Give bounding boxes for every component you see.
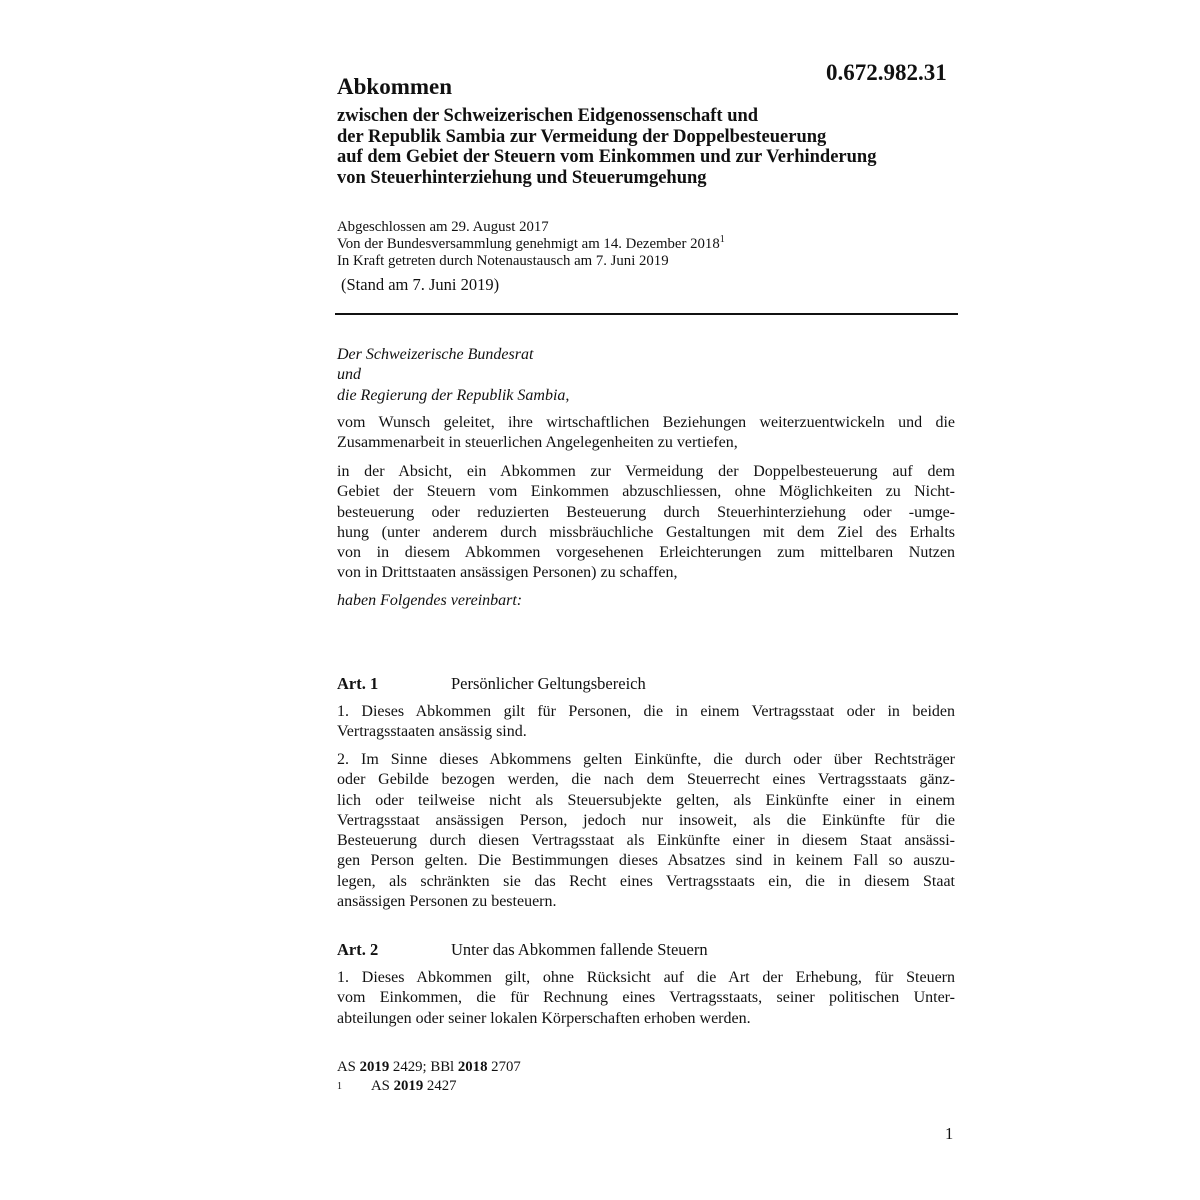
recital-line: von in Drittstaaten ansässigen Personen) zu schaffen, xyxy=(337,564,678,582)
paragraph-line: legen, als schränkten sie das Recht eines Vertragsstaats ein, die in diesem Staat xyxy=(337,872,955,890)
recital-line: Gebiet der Steuern vom Einkommen abzuschliessen, ohne Möglichkeiten zu Nicht- xyxy=(337,483,955,501)
recital-line: besteuerung oder reduzierten Besteuerung durch Steuerhinterziehung oder -umge- xyxy=(337,503,955,521)
article-paragraph xyxy=(337,750,955,912)
article-heading xyxy=(337,940,708,960)
sr-number: 0.672.982.31 xyxy=(826,60,947,85)
paragraph-line: 1. Dieses Abkommen gilt für Personen, die in einem Vertragsstaat oder in beiden xyxy=(337,703,955,720)
subtitle-line: auf dem Gebiet der Steuern vom Einkommen und zur Verhinderung xyxy=(337,147,877,167)
preamble-recital-1 xyxy=(337,413,955,454)
paragraph-line: Vertragsstaat ansässigen Person, jedoch nur insoweit, als die Einkünfte für die xyxy=(337,811,955,829)
paragraph-line: ansässigen Personen zu besteuern. xyxy=(337,893,557,911)
approval-line xyxy=(337,236,725,253)
paragraph-line: Vertragsstaaten ansässig sind. xyxy=(337,723,527,741)
recital-line: in der Absicht, ein Abkommen zur Vermeidung der Doppelbesteuerung auf dem xyxy=(337,463,955,480)
recital-line: vom Wunsch geleitet, ihre wirtschaftlichen Beziehungen weiterzuentwickeln und die xyxy=(337,414,955,431)
preamble-recital-2 xyxy=(337,462,955,584)
party-line: und xyxy=(337,366,361,384)
header-divider xyxy=(335,313,958,315)
paragraph-line: 2. Im Sinne dieses Abkommens gelten Einkünfte, die durch oder über Rechtsträger xyxy=(337,751,955,768)
article-paragraph xyxy=(337,702,955,743)
article-number: Art. 2 xyxy=(337,940,379,959)
document-title: Abkommen xyxy=(337,74,453,99)
article-title: Unter das Abkommen fallende Steuern xyxy=(451,940,708,959)
preamble-agreed: haben Folgendes vereinbart: xyxy=(337,592,523,609)
document-metadata xyxy=(337,219,725,270)
subtitle-line: zwischen der Schweizerischen Eidgenossenschaft und xyxy=(337,106,759,126)
paragraph-line: vom Einkommen, die für Rechnung eines Vertragsstaats, seiner politischen Unter- xyxy=(337,989,955,1007)
footnotes xyxy=(337,1058,521,1096)
footnote-1: 1 AS 2019 2427 xyxy=(337,1078,457,1094)
subtitle-line: von Steuerhinterziehung und Steuerumgehung xyxy=(337,167,707,188)
footnote-ref: 1 xyxy=(719,234,725,246)
paragraph-line: abteilungen oder seiner lokalen Körperschaften erhoben werden. xyxy=(337,1009,751,1027)
in-force-date: In Kraft getreten durch Notenaustausch am 7. Juni 2019 xyxy=(337,253,669,269)
concluded-date: Abgeschlossen am 29. August 2017 xyxy=(337,219,549,235)
page-number: 1 xyxy=(945,1124,954,1143)
source-reference: AS 2019 2429; BBl 2018 2707 xyxy=(337,1059,521,1075)
party-line: die Regierung der Republik Sambia, xyxy=(337,386,570,404)
article-paragraph xyxy=(337,968,955,1029)
article-heading xyxy=(337,674,646,694)
paragraph-line: gen Person gelten. Die Bestimmungen dieses Absatzes sind in keinem Fall so auszu- xyxy=(337,852,955,870)
preamble-parties xyxy=(337,345,955,406)
document-subtitle xyxy=(337,106,957,188)
recital-line: hung (unter anderem durch missbräuchliche Gestaltungen mit dem Ziel des Erhalts xyxy=(337,523,955,541)
article-number: Art. 1 xyxy=(337,674,379,693)
paragraph-line: Besteuerung durch diesen Vertragsstaat als Einkünfte einer in diesem Staat ansässi- xyxy=(337,832,955,850)
paragraph-line: lich oder teilweise nicht als Steuersubjekte gelten, als Einkünfte einer in einem xyxy=(337,791,955,809)
recital-line: von in diesem Abkommen vorgesehenen Erleichterungen zum mittelbaren Nutzen xyxy=(337,544,955,562)
status-date: (Stand am 7. Juni 2019) xyxy=(341,275,500,294)
paragraph-line: oder Gebilde bezogen werden, die nach dem Steuerrecht eines Vertragsstaats gänz- xyxy=(337,771,955,789)
approval-date: Von der Bundesversammlung genehmigt am 14. Dezember 2018 xyxy=(337,236,720,252)
recital-line: Zusammenarbeit in steuerlichen Angelegenheiten zu vertiefen, xyxy=(337,434,738,452)
paragraph-line: 1. Dieses Abkommen gilt, ohne Rücksicht auf die Art der Erhebung, für Steuern xyxy=(337,969,955,986)
party-line: Der Schweizerische Bundesrat xyxy=(337,346,534,363)
footnote-number: 1 xyxy=(337,1081,342,1092)
article-title: Persönlicher Geltungsbereich xyxy=(451,674,646,693)
subtitle-line: der Republik Sambia zur Vermeidung der Doppelbesteuerung xyxy=(337,126,827,147)
